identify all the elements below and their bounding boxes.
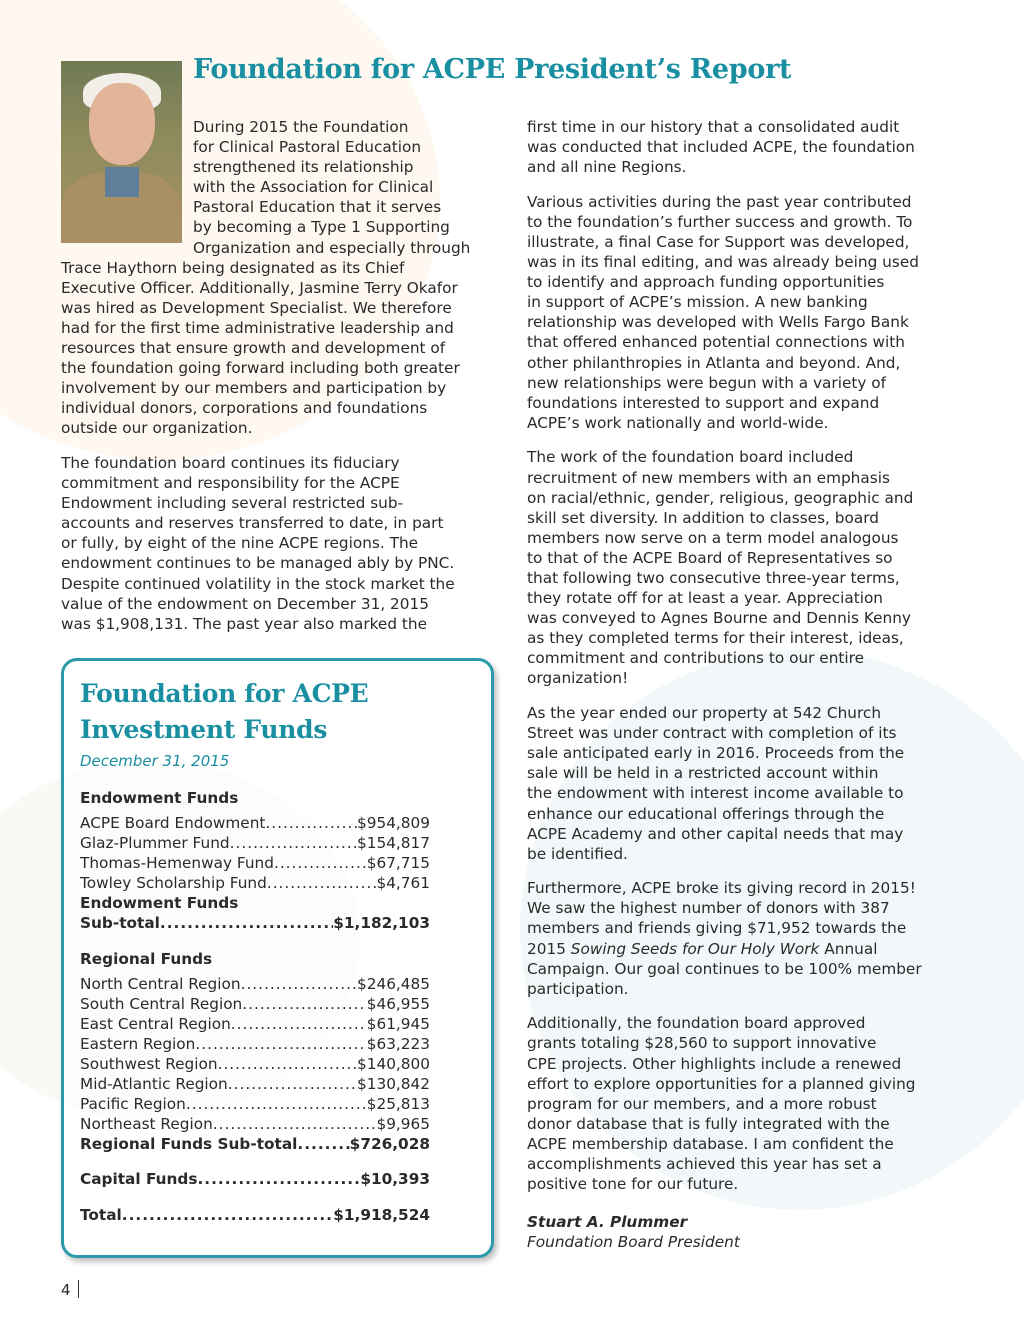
investment-box-date: December 31, 2015: [80, 752, 230, 770]
paragraph: Various activities during the past year contributed to the foundation’s further success and growth. To illustrate, a final Case for Support was developed, was in its final editing, and was already being used to identify and approach funding opportunities in support of ACPE’s mission. A new banking relationship was developed with Wells Fargo Bank that offered enhanced potential connections with other philanthropies in Atlanta and beyond. And, new relationships were begun with a variety of foundations interested to support and expand ACPE’s work nationally and world-wide.: [527, 192, 919, 432]
fund-row: South Central Region ..... $46,955: [80, 994, 430, 1014]
page-number-divider: [78, 1280, 79, 1298]
paragraph: first time in our history that a consolidated audit was conducted that included ACPE, the foundation and all nine Regions.: [527, 118, 915, 177]
fund-row: ACPE Board Endowment ..... $954,809: [80, 813, 430, 833]
regional-subtotal-row: Regional Funds Sub-total ..... $726,028: [80, 1134, 430, 1154]
endowment-subtotal-row: Sub-total ..... $1,182,103: [80, 913, 430, 933]
fund-row: North Central Region ..... $246,485: [80, 974, 430, 994]
fund-row: Mid-Atlantic Region ..... $130,842: [80, 1074, 430, 1094]
page-title: Foundation for ACPE President’s Report: [193, 54, 792, 85]
paragraph: The foundation board continues its fiduciary commitment and responsibility for the ACPE Endowment including several restricted sub- accounts and reserves transferred to date, in part or fully, by eight of the nine ACPE regions. The endowment continues to be managed ably by PNC. Despite continued volatility in the stock market the value of the endowment on December 31, 2015 was $1,908,131. The past year also marked the: [61, 454, 455, 633]
funds-list: [80, 788, 430, 1225]
fund-row: East Central Region ..... $61,945: [80, 1014, 430, 1034]
fund-row: Pacific Region ..... $25,813: [80, 1094, 430, 1114]
endowment-heading: Endowment Funds: [80, 789, 239, 807]
left-column: [61, 117, 501, 648]
right-column: [527, 117, 967, 1267]
fund-row: Towley Scholarship Fund ..... $4,761: [80, 873, 430, 893]
regional-heading: Regional Funds: [80, 949, 213, 968]
total-row: Total ..... $1,918,524: [80, 1205, 430, 1225]
paragraph: As the year ended our property at 542 Church Street was under contract with completion of its sale anticipated early in 2016. Proceeds from the sale will be held in a restricted account within the endowment with interest income available to enhance our educational offerings through the ACPE Academy and other capital needs that may be identified.: [527, 704, 905, 863]
page-number: 4: [61, 1281, 71, 1299]
signature: [527, 1212, 967, 1252]
paragraph: Furthermore, ACPE broke its giving record in 2015! We saw the highest number of donors with 387 members and friends giving $71,952 towards the 2015 Sowing Seeds for Our Holy Work Annual Campaign. Our goal continues to be 100% member participation.: [527, 879, 922, 998]
campaign-name: Sowing Seeds for Our Holy Work: [570, 939, 820, 958]
fund-row: Eastern Region ..... $63,223: [80, 1034, 430, 1054]
signature-title: Foundation Board President: [527, 1233, 740, 1252]
fund-row: Southwest Region ..... $140,800: [80, 1054, 430, 1074]
paragraph: During 2015 the Foundation for Clinical Pastoral Education strengthened its relationship with the Association for Clinical Pastoral Education that it serves by becoming a Type 1 Supporting Organization and especially through Trace Haythorn being designated as its Chief Executive Officer. Additionally, Jasmine Terry Okafor was hired as Development Specialist. We therefore had for the first time administrative leadership and resources that ensure growth and development of the foundation going forward including both greater involvement by our members and participation by individual donors, corporations and foundations outside our organization.: [61, 118, 471, 438]
investment-box-title: Foundation for ACPE Investment Funds: [80, 679, 369, 744]
paragraph: The work of the foundation board included recruitment of new members with an emphasis on racial/ethnic, gender, religious, geographic and skill set diversity. In addition to classes, board members now serve on a term model analogous to that of the ACPE Board of Representatives so that following two consecutive three-year terms, they rotate off for at least a year. Appreciation was conveyed to Agnes Bourne and Dennis Kenny as they completed terms for their interest, ideas, commitment and contributions to our entire organization!: [527, 448, 914, 688]
endowment-subtotal-label: Endowment Funds: [80, 894, 239, 913]
paragraph: Additionally, the foundation board approved grants totaling $28,560 to support innovative CPE projects. Other highlights include a renewed effort to explore opportunities for a planned giving program for our members, and a more robust donor database that is fully integrated with the ACPE membership database. I am confident the accomplishments achieved this year has set a positive tone for our future.: [527, 1014, 916, 1194]
signature-name: Stuart A. Plummer: [527, 1213, 688, 1232]
fund-row: Thomas-Hemenway Fund ..... $67,715: [80, 853, 430, 873]
fund-row: Northeast Region ..... $9,965: [80, 1114, 430, 1134]
capital-funds-row: Capital Funds ..... $10,393: [80, 1169, 430, 1189]
fund-row: Glaz-Plummer Fund ..... $154,817: [80, 833, 430, 853]
